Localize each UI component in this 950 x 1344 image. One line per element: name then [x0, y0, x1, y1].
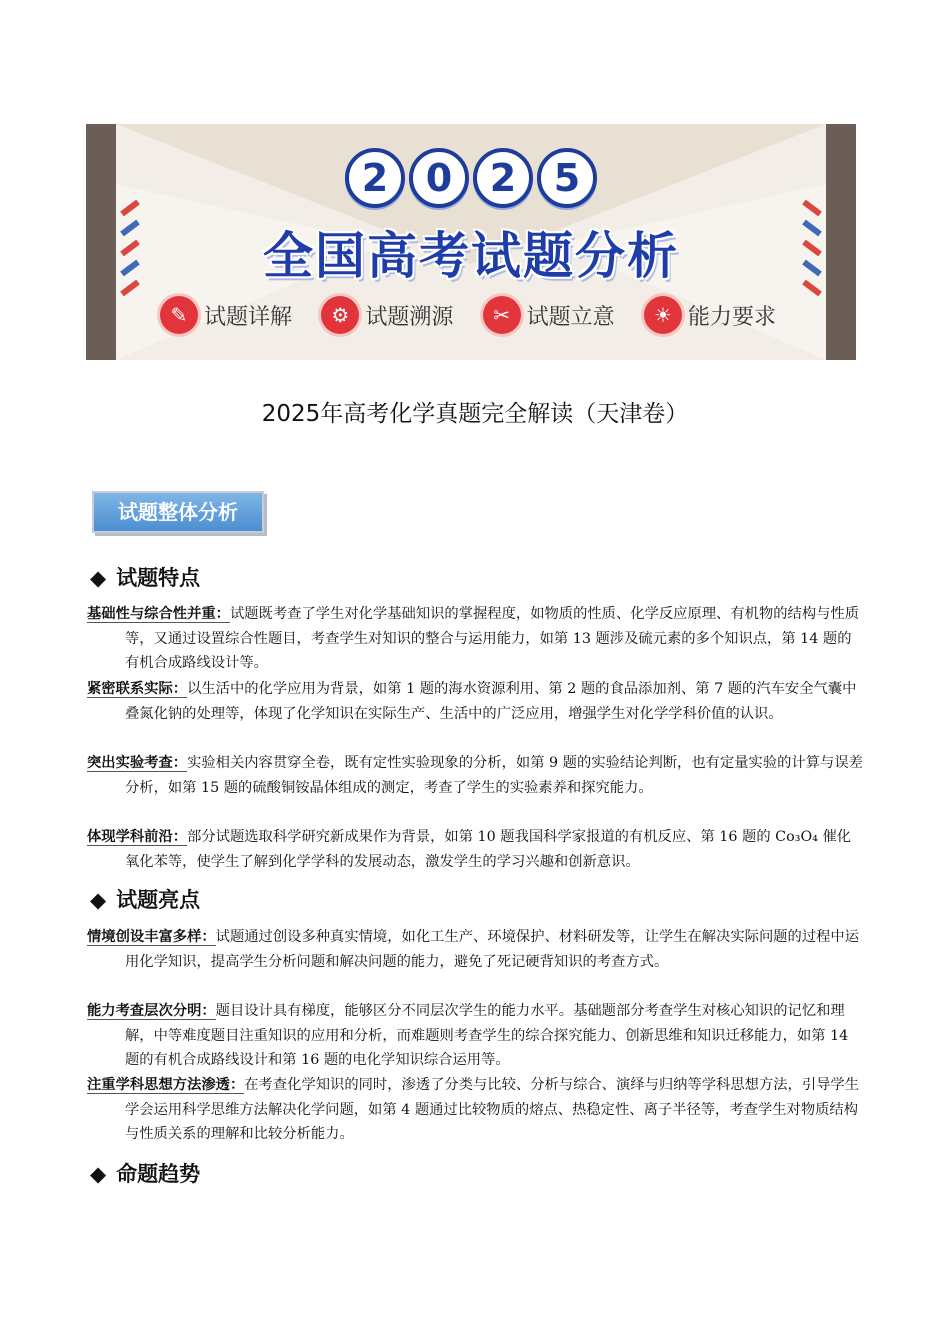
- paragraph-lead: 体现学科前沿：: [87, 829, 188, 845]
- paragraph-text: 试题既考查了学生对化学基础知识的掌握程度，如物质的性质、化学反应原理、有机物的结构与性质等，又通过设置综合性题目，考查学生对知识的整合与运用能力，如第 13 题涉及硫元素的多个知识点，第 14 题的有机合成路线设计等。: [125, 606, 860, 671]
- paragraph-lead: 基础性与综合性并重：: [87, 606, 230, 622]
- paragraph-item: [87, 751, 865, 800]
- banner-tag: [321, 296, 453, 334]
- gear-icon: ⚙: [321, 296, 359, 334]
- paragraph-lead: 紧密联系实际：: [87, 681, 188, 697]
- banner-tag-label: 能力要求: [687, 304, 776, 330]
- paragraph-lead: 情境创设丰富多样：: [87, 929, 216, 945]
- section-badge: 试题整体分析: [92, 491, 264, 533]
- banner-title: 全国高考试题分析: [263, 227, 679, 285]
- year-badge: [86, 148, 856, 208]
- banner-tag-label: 试题溯源: [365, 304, 454, 330]
- diamond-icon: ◆: [90, 1162, 107, 1186]
- diamond-icon: ◆: [90, 566, 107, 590]
- paragraph-text: 在考查化学知识的同时，渗透了分类与比较、分析与综合、演绎与归纳等学科思想方法，引导学生学会运用科学思维方法解决化学问题，如第 4 题通过比较物质的熔点、热稳定性、离子半径等，考查学生对物质结构与性质关系的理解和比较分析能力。: [125, 1077, 860, 1142]
- paragraph-item: [87, 825, 865, 874]
- year-digit: 2: [473, 148, 533, 208]
- section-heading: [90, 562, 200, 592]
- paragraph-item: [87, 677, 865, 726]
- paragraph-item: [87, 1073, 865, 1147]
- banner-tag-label: 试题详解: [204, 304, 293, 330]
- paragraph-text: 实验相关内容贯穿全卷，既有定性实验现象的分析，如第 9 题的实验结论判断，也有定量实验的计算与误差分析，如第 15 题的硫酸铜铵晶体组成的测定，考查了学生的实验素养和探究能力。: [125, 755, 863, 796]
- banner-tag-row: [160, 296, 776, 334]
- section-heading-text: 试题亮点: [116, 888, 201, 912]
- section-heading-text: 试题特点: [116, 566, 201, 590]
- document-title: 2025年高考化学真题完全解读（天津卷）: [261, 401, 689, 427]
- banner-tag-label: 试题立意: [526, 304, 615, 330]
- section-heading: [90, 884, 200, 914]
- section-heading: [90, 1158, 200, 1188]
- section-heading-text: 命题趋势: [116, 1162, 201, 1186]
- banner-tag: [160, 296, 292, 334]
- paragraph-text: 以生活中的化学应用为背景，如第 1 题的海水资源利用、第 2 题的食品添加剂、第 7 题的汽车安全气囊中叠氮化钠的处理等，体现了化学知识在实际生产、生活中的广泛应用，增强学生对化学学科价值的认识。: [125, 681, 857, 722]
- paragraph-item: [87, 602, 865, 676]
- year-digit: 2: [345, 148, 405, 208]
- paragraph-item: [87, 999, 865, 1073]
- lightbulb-icon: ☀: [644, 296, 682, 334]
- paragraph-item: [87, 925, 865, 974]
- tools-icon: ✂: [483, 296, 521, 334]
- paragraph-text: 部分试题选取科学研究新成果作为背景，如第 10 题我国科学家报道的有机反应、第 16 题的 Co₃O₄ 催化氧化苯等，使学生了解到化学学科的发展动态，激发学生的学习兴趣和创新意识。: [125, 829, 852, 870]
- paragraph-text: 题目设计具有梯度，能够区分不同层次学生的能力水平。基础题部分考查学生对核心知识的记忆和理解，中等难度题目注重知识的应用和分析，而难题则考查学生的综合探究能力、创新思维和知识迁移能力，如第 14 题的有机合成路线设计和第 16 题的电化学知识综合运用等。: [125, 1003, 849, 1068]
- paragraph-lead: 能力考查层次分明：: [87, 1003, 216, 1019]
- paragraph-lead: 注重学科思想方法渗透：: [87, 1077, 245, 1093]
- banner-tag: [644, 296, 776, 334]
- document-icon: ✎: [160, 296, 198, 334]
- paragraph-text: 试题通过创设多种真实情境，如化工生产、环境保护、材料研发等，让学生在解决实际问题的过程中运用化学知识，提高学生分析问题和解决问题的能力，避免了死记硬背知识的考查方式。: [125, 929, 860, 970]
- banner-tag: [483, 296, 615, 334]
- diamond-icon: ◆: [90, 888, 107, 912]
- year-digit: 0: [409, 148, 469, 208]
- header-banner: [86, 124, 856, 360]
- year-digit: 5: [537, 148, 597, 208]
- paragraph-lead: 突出实验考查：: [87, 755, 188, 771]
